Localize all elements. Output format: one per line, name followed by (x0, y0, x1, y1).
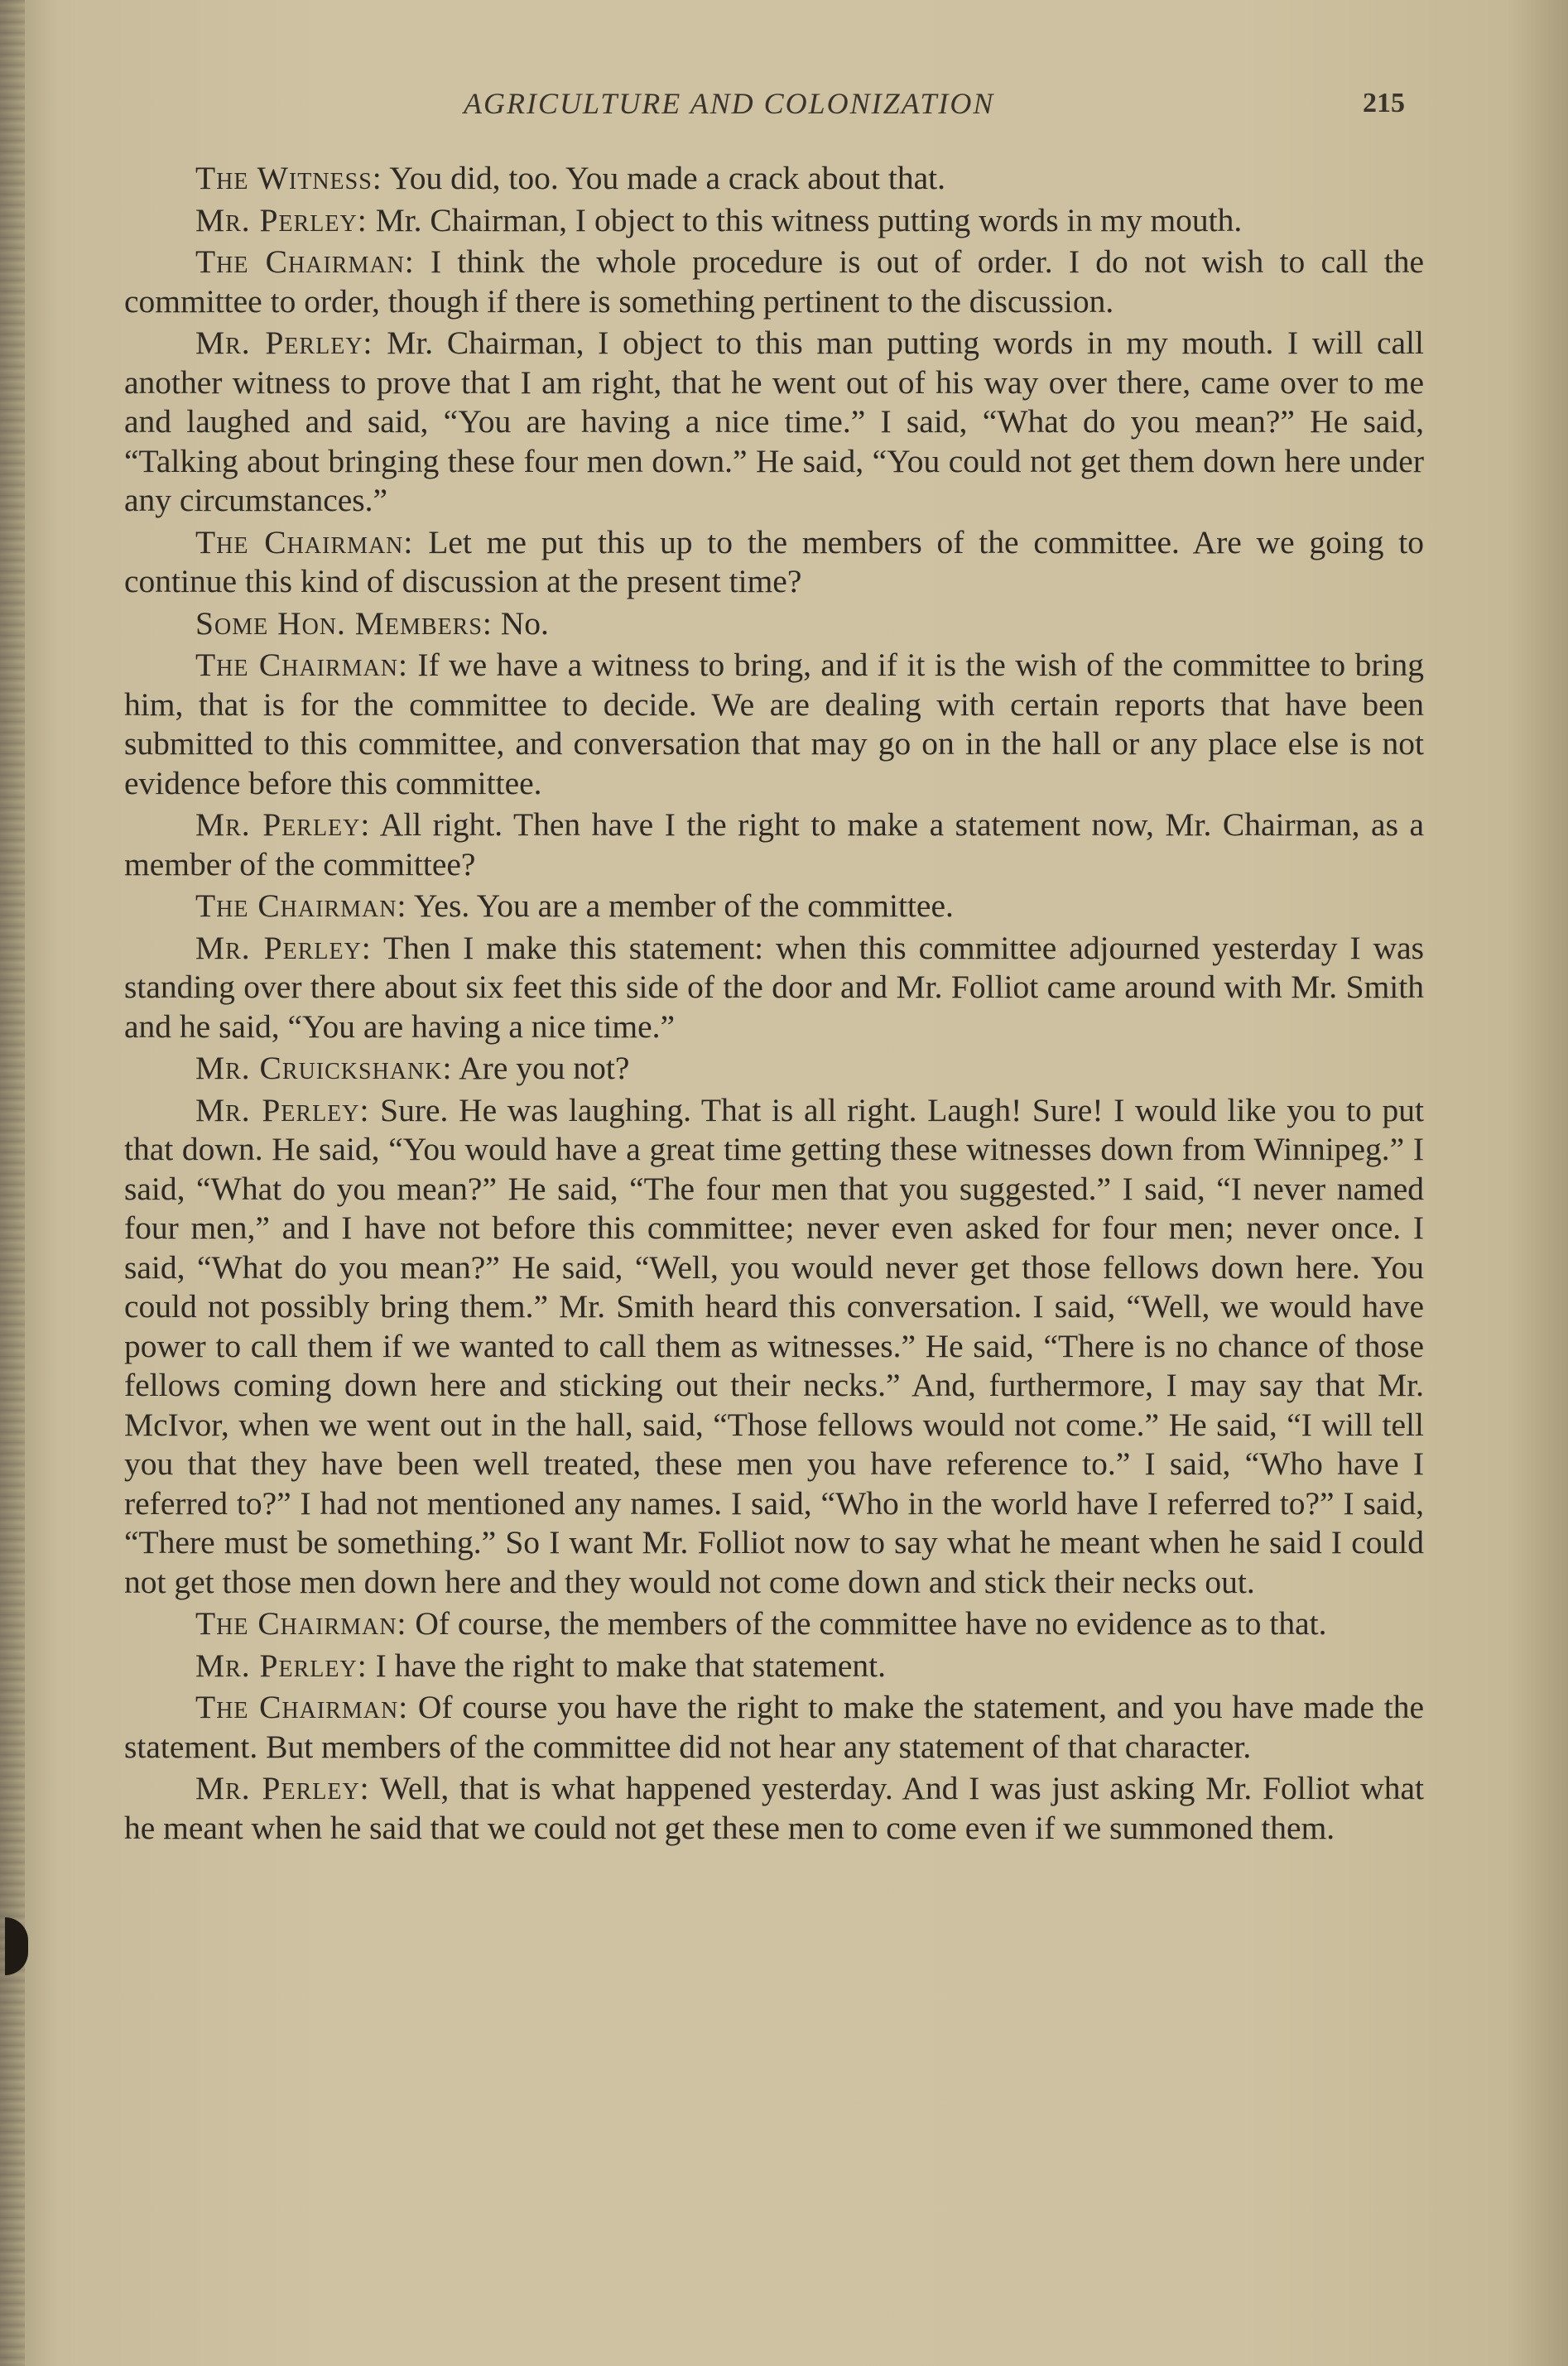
paragraph-text: If we have a witness to bring, and if it is the wish of the committee to bring him, that is for the committee to decide. We are dealing with certain reports that have been submitted to this committee, and conversation that may go on in the hall or any place else is not evidence before this committee. (124, 647, 1424, 801)
paragraph-text: All right. Then have I the right to make a statement now, Mr. Chairman, as a member of the committee? (124, 806, 1424, 882)
paragraph-08 (124, 805, 1424, 884)
paragraph-01 (124, 159, 1424, 199)
speaker-label: The Chairman: (195, 1605, 407, 1642)
paragraph-13 (124, 1604, 1424, 1644)
paragraph-16 (124, 1769, 1424, 1848)
paragraph-text: Sure. He was laughing. That is all right. Laugh! Sure! I would like you to put that down. He said, “You would have a great time getting these witnesses down from Winnipeg.” I said, “What do you mean?” He said, “The four men that you suggested.” I said, “I never named four men,” and I have not before this committee; never even asked for four men; never once. I said, “What do you mean?” He said, “Well, you would never get those fellows down here. You could not possibly bring them.” Mr. Smith heard this conversation. I said, “Well, we would have power to call them if we wanted to call them as witnesses.” He said, “There is no chance of those fellows coming down here and sticking out their necks.” And, furthermore, I may say that Mr. McIvor, when we went out in the hall, said, “Those fellows would not come.” He said, “I will tell you that they have been well treated, these men you have reference to.” I said, “Who have I referred to?” I had not mentioned any names. I said, “Who in the world have I referred to?” I said, “There must be something.” So I want Mr. Folliot now to say what he meant when he said I could not get those men down here and they would not come down and stick their necks out. (124, 1091, 1424, 1600)
paragraph-text: Of course, the members of the committee have no evidence as to that. (415, 1605, 1327, 1642)
paragraph-text: Of course you have the right to make the statement, and you have made the statement. But members of the committee did not hear any statement of that character. (124, 1689, 1425, 1765)
speaker-label: Mr. Perley: (195, 1647, 368, 1684)
paragraph-text: Are you not? (459, 1050, 630, 1086)
speaker-label: Mr. Perley: (195, 806, 371, 843)
speaker-label: Mr. Perley: (195, 1770, 370, 1806)
paragraph-text: Let me put this up to the members of the committee. Are we going to continue this kind of discussion at the present time? (124, 523, 1425, 599)
page-binding-edge (0, 0, 25, 2366)
paragraph-09 (124, 887, 1424, 926)
speaker-label: Mr. Perley: (195, 1091, 370, 1128)
paragraph-11 (124, 1049, 1424, 1089)
page-header (0, 86, 1568, 127)
speaker-label: Mr. Perley: (195, 929, 372, 966)
speaker-label: The Chairman: (195, 243, 415, 280)
speaker-label: The Chairman: (195, 1689, 409, 1725)
transcript-body (124, 159, 1424, 1850)
paragraph-text: Mr. Chairman, I object to this man putting words in my mouth. I will call another witness to prove that I am right, that he went out of his way over there, came over to me and laughed and said, “You are having a nice time.” I said, “What do you mean?” He said, “Talking about bringing these four men down.” He said, “You could not get them down here under any circumstances.” (124, 325, 1424, 518)
speaker-label: The Chairman: (195, 647, 408, 683)
page-number: 215 (1363, 88, 1405, 118)
paragraph-07 (124, 646, 1424, 803)
speaker-label: The Chairman: (195, 887, 407, 924)
paragraph-text: Then I make this statement: when this committee adjourned yesterday I was standing over there about six feet this side of the door and Mr. Folliot came around with Mr. Smith and he said, “You are having a nice time.” (124, 929, 1424, 1045)
paragraph-text: I have the right to make that statement. (375, 1647, 887, 1684)
paragraph-06 (124, 604, 1424, 644)
paragraph-text: I think the whole procedure is out of order. I do not wish to call the committee to order, though if there is something pertinent to the discussion. (124, 243, 1424, 320)
paragraph-12 (124, 1091, 1424, 1603)
running-title: AGRICULTURE AND COLONIZATION (464, 87, 995, 120)
paragraph-text: No. (500, 604, 549, 642)
speaker-label: Mr. Perley: (195, 325, 373, 361)
speaker-label: The Chairman: (195, 523, 414, 560)
paragraph-10 (124, 929, 1424, 1047)
speaker-label: Mr. Cruickshank: (195, 1050, 453, 1086)
speaker-label: Some Hon. Members: (195, 604, 493, 642)
speaker-label: Mr. Perley: (195, 201, 368, 238)
paragraph-02 (124, 201, 1424, 241)
paragraph-text: You did, too. You made a crack about that. (389, 160, 946, 196)
paragraph-14 (124, 1647, 1424, 1686)
paragraph-15 (124, 1688, 1424, 1767)
paragraph-04 (124, 324, 1424, 521)
paragraph-text: Mr. Chairman, I object to this witness putting words in my mouth. (375, 201, 1243, 238)
paragraph-text: Well, that is what happened yesterday. And I was just asking Mr. Folliot what he meant when he said that we could not get these men to come even if we summoned them. (124, 1770, 1424, 1846)
paragraph-text: Yes. You are a member of the committee. (413, 887, 954, 924)
speaker-label: The Witness: (195, 160, 382, 196)
paragraph-05 (124, 523, 1424, 602)
paragraph-03 (124, 243, 1424, 321)
